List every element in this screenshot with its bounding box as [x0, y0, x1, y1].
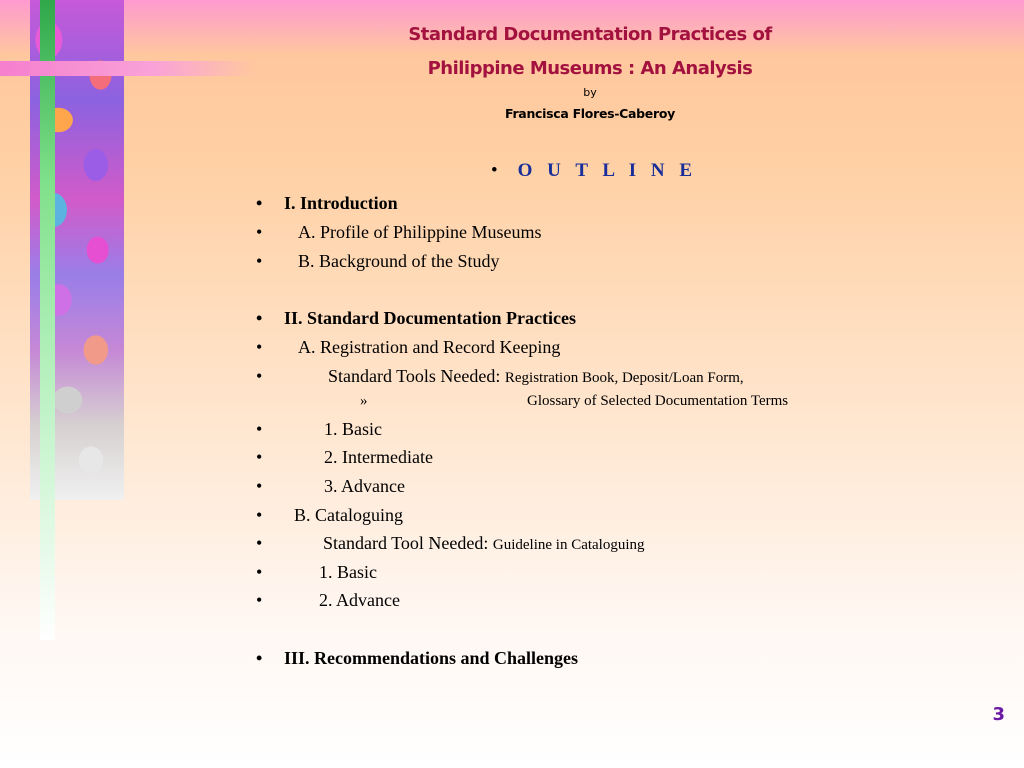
outline-item-tool-needed: • Standard Tool Needed: Guideline in Cataloguing: [256, 533, 645, 553]
bullet: •: [256, 366, 263, 386]
outline-item-intermediate: • 2. Intermediate: [256, 447, 433, 467]
outline-item-introduction: • I. Introduction: [256, 193, 398, 213]
bullet: •: [256, 505, 263, 525]
outline-item-cataloguing: • B. Cataloguing: [256, 505, 403, 525]
bullet: •: [491, 160, 498, 181]
outline-item-cataloguing-advance: • 2. Advance: [256, 590, 400, 610]
author-name: Francisca Flores-Caberoy: [505, 106, 675, 121]
outline-item-basic: • 1. Basic: [256, 419, 382, 439]
sub-item-glossary: Glossary of Selected Documentation Terms: [527, 393, 789, 409]
green-vertical-bar: [40, 0, 55, 640]
outline-item-recommendations: • III. Recommendations and Challenges: [256, 648, 579, 668]
decorative-banner: [0, 0, 263, 660]
outline-item-cataloguing-basic: • 1. Basic: [256, 562, 377, 582]
title-line-1: Standard Documentation Practices of: [408, 24, 772, 45]
bullet: •: [256, 562, 263, 582]
page-number: 3: [992, 704, 1005, 725]
slide-title: [330, 18, 850, 86]
bullet: •: [256, 648, 263, 668]
title-line-2: Philippine Museums : An Analysis: [427, 58, 753, 79]
bullet: •: [256, 533, 263, 553]
sub-item-glossary-marker: »: [360, 393, 368, 409]
bullet: •: [256, 251, 263, 271]
outline-item-profile: • A. Profile of Philippine Museums: [256, 222, 542, 242]
outline-item-background: • B. Background of the Study: [256, 251, 500, 271]
bullet: •: [256, 419, 263, 439]
byline: by: [583, 86, 597, 99]
bullet: •: [256, 337, 263, 357]
bullet: •: [256, 193, 263, 213]
outline-item-tools-needed: • Standard Tools Needed: Registration Book, Deposit/Loan Form,: [256, 366, 744, 386]
outline-item-advance: • 3. Advance: [256, 476, 405, 496]
bullet: •: [256, 222, 263, 242]
bullet: •: [256, 308, 263, 328]
pink-horizontal-bar: [0, 61, 255, 76]
outline-heading-text: O U T L I N E: [517, 160, 698, 181]
bullet: •: [256, 590, 263, 610]
bullet: •: [256, 447, 263, 467]
outline-item-standard-practices: • II. Standard Documentation Practices: [256, 308, 576, 328]
outline-heading: [491, 160, 697, 182]
bullet: •: [256, 476, 263, 496]
outline-item-registration: • A. Registration and Record Keeping: [256, 337, 561, 357]
